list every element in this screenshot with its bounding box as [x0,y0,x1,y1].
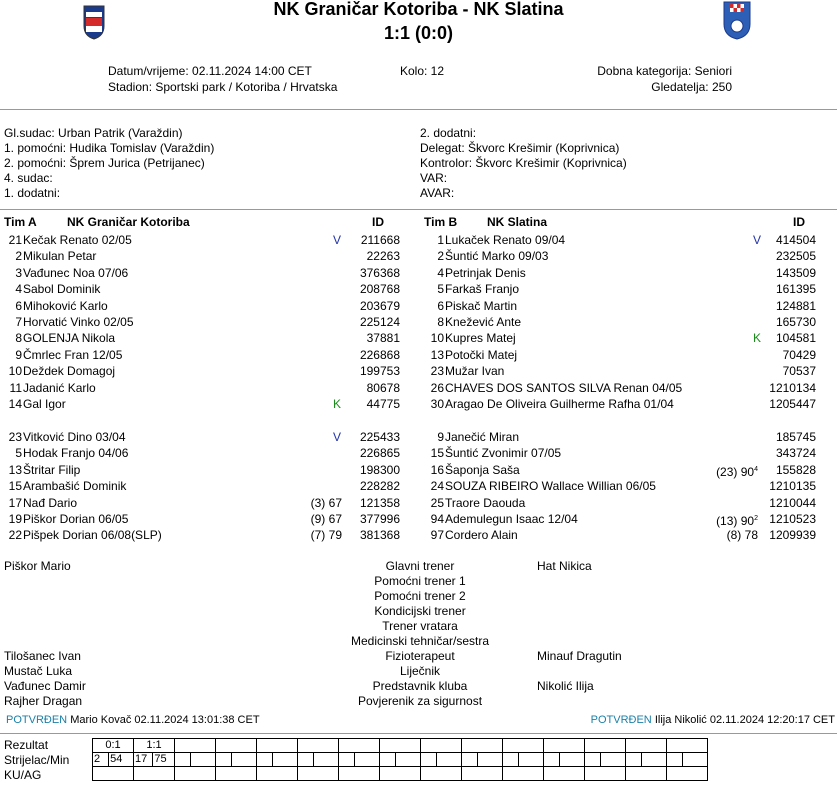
player-number: 9 [437,430,444,444]
player-id: 228282 [359,479,400,494]
player-id: 80678 [366,380,400,395]
player-id: 199753 [359,364,400,379]
grid-cell [396,753,421,767]
grid-cell [503,767,544,781]
player-name: Sabol Dominik [23,282,101,297]
player-name: Kupres Matej [445,331,516,346]
grid-cell [273,753,298,767]
player-name: Knežević Ante [445,315,522,329]
player-id: 226868 [359,347,400,362]
player-name: Piskač Martin [445,298,518,313]
grid-cell [667,767,708,781]
player-number: 10 [430,331,444,346]
player-name: Gal Igor [23,397,66,411]
player-number: 8 [437,315,444,329]
player-id: 211668 [360,233,400,247]
divider [0,733,837,734]
official-line: Gl.sudac: Urban Patrik (Varaždin) [4,126,183,140]
player-number: 10 [8,364,22,379]
player-number: 16 [430,462,444,477]
player-number: 17 [8,495,22,510]
scorer-label: Strijelac/Min [4,753,70,767]
grid-cell [134,767,175,781]
grid-cell: 54 [109,753,134,767]
grid-cell [421,767,462,781]
staff-b: Hat Nikica [537,559,592,573]
grid-cell [544,753,560,767]
player-name: CHAVES DOS SANTOS SILVA Renan 04/05 [445,380,683,395]
player-id: 143509 [775,265,816,280]
player-id: 70537 [782,364,816,379]
player-id: 185745 [775,430,816,444]
player-mark: V [333,233,342,247]
player-number: 19 [8,512,22,526]
team-a-name: NK Graničar Kotoriba [67,215,190,229]
sub-minute: (8) 78 [726,528,758,543]
player-name: Hodak Franjo 04/06 [23,446,129,461]
grid-cell [478,753,503,767]
sub-extra: 2 [754,515,758,522]
match-score: 1:1 (0:0) [383,23,454,43]
player-name: Horvatić Vinko 02/05 [23,315,134,329]
grid-row [93,753,708,767]
confirm-left [6,714,260,726]
staff-role: Fizioterapeut [385,649,455,663]
player-number: 13 [8,462,22,477]
grid-cell [355,753,380,767]
player-name: Čmrlec Fran 12/05 [23,347,123,362]
result-label: Rezultat [4,738,49,752]
grid-cell [519,753,544,767]
grid-row [93,739,708,753]
player-name: Cordero Alain [445,528,518,543]
player-number: 14 [8,397,22,411]
player-number: 9 [15,347,22,362]
grid-cell [232,753,257,767]
grid-cell [626,739,667,753]
grid-cell [298,767,339,781]
staff-role: Glavni trener [385,559,455,573]
player-id: 155828 [775,462,816,477]
player-number: 15 [8,479,22,494]
player-name: Pišpek Dorian 06/08(SLP) [23,528,162,543]
player-number: 8 [15,331,22,346]
grid-cell [216,753,232,767]
player-id: 121358 [359,495,400,510]
official-line: 1. pomoćni: Hudika Tomislav (Varaždin) [4,141,215,155]
sub-info [650,527,758,543]
confirm-right [591,714,835,726]
age-category: Dobna kategorija: Seniori [597,64,732,78]
grid-cell [667,753,683,767]
player-name: Vađunec Noa 07/06 [23,265,129,280]
staff-role: Predstavnik kluba [372,679,468,693]
grid-cell: 1:1 [134,739,175,753]
player-id: 1210044 [769,495,816,510]
official-line: 4. sudac: [4,171,53,185]
grid-cell [175,767,216,781]
official-line: VAR: [420,171,448,185]
confirm-right-text: Ilija Nikolić 02.11.2024 12:20:17 CET [654,714,835,726]
player-name: Kečak Renato 02/05 [23,233,132,247]
player-name: Ademulegun Isaac 12/04 [445,512,578,526]
grid-cell [462,753,478,767]
grid-cell [626,753,642,767]
team-a-label: Tim A [4,215,37,229]
player-name: Farkaš Franjo [445,282,520,297]
grid-cell [626,767,667,781]
match-stadium: Stadion: Sportski park / Kotoriba / Hrvatska [108,80,338,94]
player-number: 23 [430,364,444,379]
player-number: 4 [15,282,22,297]
player-name: SOUZA RIBEIRO Wallace Willian 06/05 [445,479,656,494]
player-mark: K [753,331,762,346]
player-name: Traore Daouda [445,495,526,510]
player-id: 198300 [359,462,400,477]
staff-a: Rajher Dragan [4,694,83,708]
grid-cell [191,753,216,767]
grid-cell [503,753,519,767]
divider [0,109,837,110]
grid-cell [544,767,585,781]
player-name: Deždek Domagoj [23,364,116,379]
match-date: Datum/vrijeme: 02.11.2024 14:00 CET [108,64,312,78]
grid-cell [585,753,601,767]
staff-b: Minauf Dragutin [537,649,622,663]
grid-cell [298,739,339,753]
sub-info [250,495,342,511]
player-number: 4 [437,265,444,280]
grid-cell [175,739,216,753]
spectators: Gledatelja: 250 [651,80,732,94]
player-name: Lukaček Renato 09/04 [445,233,566,247]
staff-role: Trener vratara [382,619,458,633]
grid-cell [380,739,421,753]
player-number: 5 [437,282,444,297]
staff-b: Nikolić Ilija [537,679,594,693]
player-id: 225124 [359,315,400,329]
staff-a: Tilošanec Ivan [4,649,81,663]
player-number: 97 [430,528,444,543]
divider [0,209,837,210]
player-name: Janečić Miran [445,430,520,444]
grid-cell [216,739,257,753]
grid-cell [257,767,298,781]
match-round: Kolo: 12 [400,64,445,78]
player-number: 2 [437,249,444,264]
grid-cell [175,753,191,767]
staff-role: Kondicijski trener [374,604,466,618]
player-number: 11 [9,380,22,395]
grid-cell [257,753,273,767]
player-id: 165730 [775,315,816,329]
sub-minute: (13) 90 [716,514,755,528]
player-number: 22 [8,528,22,543]
sub-minute: (7) 79 [310,528,342,543]
player-id: 1209939 [769,528,816,543]
player-number: 30 [430,397,444,411]
grid-cell [339,739,380,753]
grid-cell [437,753,462,767]
staff-a: Vađunec Damir [4,679,86,693]
grid-cell [216,767,257,781]
player-id: 414504 [775,233,816,247]
player-id: 124881 [775,298,816,313]
sub-info [250,527,342,543]
player-id: 232505 [775,249,816,264]
player-number: 2 [15,249,22,264]
confirm-left-tag: POTVRĐEN [6,714,68,726]
player-name: GOLENJA Nikola [23,331,116,346]
match-title: NK Graničar Kotoriba - NK Slatina [273,0,564,19]
grid-cell: 2 [93,753,109,767]
player-id: 376368 [359,265,400,280]
player-name: Mužar Ivan [445,364,505,379]
grid-cell [544,739,585,753]
grid-cell [667,739,708,753]
sub-info [250,511,342,527]
grid-cell [421,753,437,767]
player-mark: V [753,233,762,247]
confirm-right-tag: POTVRĐEN [590,714,652,726]
sub-minute: (23) 90 [716,464,755,479]
grid-cell [585,767,626,781]
player-id: 1210523 [769,512,816,526]
player-id: 1210134 [769,380,816,395]
sub-minute: (3) 67 [310,495,342,510]
grid-cell [503,739,544,753]
player-id: 22263 [366,249,400,264]
player-name: Vitković Dino 03/04 [23,430,126,444]
player-name: Šuntić Zvonimir 07/05 [445,446,562,461]
player-id: 1205447 [769,397,816,411]
staff-a: Piškor Mario [4,559,71,573]
player-number: 26 [430,380,444,395]
player-name: Štritar Filip [23,462,81,477]
sub-info [650,511,758,527]
player-number: 15 [430,446,444,461]
sub-extra: 4 [754,465,758,473]
player-number: 6 [437,298,444,313]
grid-cell [339,767,380,781]
grid-cell [560,753,585,767]
staff-role: Povjerenik za sigurnost [357,694,483,708]
player-name: Piškor Dorian 06/05 [23,512,129,526]
official-line: Delegat: Škvorc Krešimir (Koprivnica) [420,141,620,155]
player-name: Šaponja Saša [445,462,520,477]
player-name: Šuntić Marko 09/03 [445,249,549,264]
staff-role: Pomoćni trener 1 [374,574,466,588]
official-line: AVAR: [420,186,455,200]
grid-cell [462,739,503,753]
grid-cell [314,753,339,767]
player-name: Mikulan Petar [23,249,97,264]
player-id: 208768 [359,282,400,297]
player-name: Aragao De Oliveira Guilherme Rafha 01/04 [445,397,674,411]
grid-cell [642,753,667,767]
grid-cell: 0:1 [93,739,134,753]
player-number: 24 [430,479,444,494]
staff-role: Medicinski tehničar/sestra [350,634,490,648]
player-name: Nađ Dario [23,495,78,510]
player-number: 21 [8,233,22,247]
player-id: 381368 [359,528,400,543]
player-number: 1 [437,233,444,247]
player-number: 5 [15,446,22,461]
staff-a: Mustač Luka [4,664,73,678]
grid-cell [380,753,396,767]
player-id: 104581 [775,331,816,346]
player-id: 377996 [359,512,400,526]
player-number: 6 [15,298,22,313]
team-b-id-header: ID [793,215,805,229]
grid-cell: 75 [153,753,175,767]
team-b-label: Tim B [424,215,458,229]
player-number: 7 [15,315,22,329]
grid-cell [380,767,421,781]
player-name: Jadanić Karlo [23,380,96,395]
grid-cell [601,753,626,767]
sub-minute: (9) 67 [310,512,342,526]
result-grid [92,738,708,781]
staff-role: Liječnik [399,664,441,678]
team-b-name: NK Slatina [487,215,548,229]
grid-cell [339,753,355,767]
grid-cell [257,739,298,753]
grid-cell [462,767,503,781]
staff-role: Pomoćni trener 2 [374,589,466,603]
player-name: Potočki Matej [445,347,518,362]
grid-cell [298,753,314,767]
team-a-id-header: ID [372,215,384,229]
player-id: 226865 [359,446,400,461]
player-id: 161395 [775,282,816,297]
player-id: 225433 [359,430,400,444]
kuag-label: KU/AG [4,768,42,782]
grid-cell [93,767,134,781]
grid-cell [585,739,626,753]
player-id: 70429 [782,347,816,362]
official-line: 2. dodatni: [420,126,477,140]
official-line: 2. pomoćni: Šprem Jurica (Petrijanec) [4,156,205,170]
confirm-left-text: Mario Kovač 02.11.2024 13:01:38 CET [70,714,260,726]
player-id: 1210135 [769,479,816,494]
player-id: 37881 [366,331,400,346]
official-line: 1. dodatni: [4,186,61,200]
player-id: 343724 [775,446,816,461]
sub-info [650,462,758,478]
player-id: 44775 [366,397,400,411]
player-number: 13 [430,347,444,362]
player-id: 203679 [359,298,400,313]
player-number: 23 [8,430,22,444]
player-number: 25 [430,495,444,510]
player-mark: K [333,397,342,411]
grid-cell [683,753,708,767]
player-number: 3 [15,265,22,280]
player-number: 94 [430,512,444,526]
player-mark: V [333,430,342,444]
player-name: Petrinjak Denis [445,265,526,280]
grid-cell [421,739,462,753]
official-line: Kontrolor: Škvorc Krešimir (Koprivnica) [420,156,627,170]
player-name: Arambašić Dominik [23,479,127,494]
grid-cell: 17 [134,753,153,767]
grid-row [93,767,708,781]
player-name: Mihoković Karlo [23,298,108,313]
